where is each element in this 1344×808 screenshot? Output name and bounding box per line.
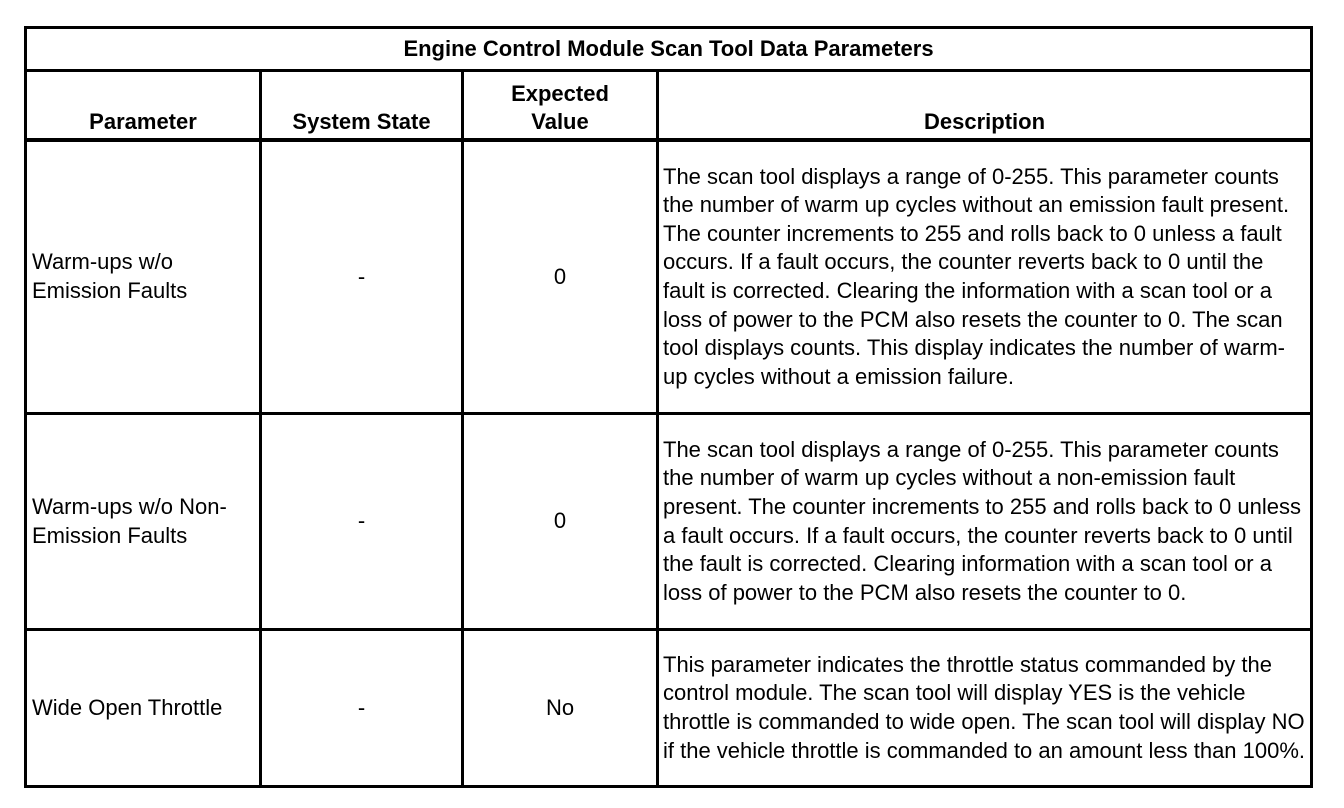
system-state-cell: - xyxy=(261,414,463,630)
parameter-line2: Emission Faults xyxy=(32,522,188,548)
expected-value-cell: 0 xyxy=(463,140,658,414)
parameter-cell xyxy=(26,414,261,630)
table-title-row xyxy=(26,28,1312,71)
system-state-cell: - xyxy=(261,140,463,414)
header-expected-value xyxy=(463,71,658,141)
parameter-line1: Warm-ups w/o Non- xyxy=(32,493,227,519)
table-row xyxy=(26,630,1312,787)
table-row xyxy=(26,140,1312,414)
header-system-state: System State xyxy=(261,71,463,141)
table-header-row xyxy=(26,71,1312,141)
parameter-line1: Warm-ups w/o xyxy=(32,249,173,275)
parameter-cell: Wide Open Throttle xyxy=(26,630,261,787)
description-cell: This parameter indicates the throttle status commanded by the control module. The scan tool will display YES is the vehicle throttle is commanded to wide open. The scan tool will display NO if the vehicle throttle is commanded to an amount less than 100%. xyxy=(658,630,1312,787)
parameter-line2: Emission Faults xyxy=(32,278,188,303)
expected-value-cell: 0 xyxy=(463,414,658,630)
table-row xyxy=(26,414,1312,630)
table-title: Engine Control Module Scan Tool Data Parameters xyxy=(26,28,1312,71)
description-cell: The scan tool displays a range of 0-255. This parameter counts the number of warm up cycles without a non-emission fault present. The counter increments to 255 and rolls back to 0 unless a fault occurs. If a fault occurs, the counter reverts back to 0 until the fault is corrected. Clearing information with a scan tool or a loss of power to the PCM also resets the counter to 0. xyxy=(658,414,1312,630)
scan-tool-data-table xyxy=(24,26,1313,788)
system-state-cell: - xyxy=(261,630,463,787)
header-description: Description xyxy=(658,71,1312,141)
header-expected-value-line1: Expected xyxy=(511,81,609,106)
description-cell: The scan tool displays a range of 0-255. This parameter counts the number of warm up cycles without an emission fault present. The counter increments to 255 and rolls back to 0 unless a fault occurs. If a fault occurs, the counter reverts back to 0 until the fault is corrected. Clearing the information with a scan tool or a loss of power to the PCM also resets the counter to 0. The scan tool displays counts. This display indicates the number of warm-up cycles without a emission failure. xyxy=(658,140,1312,414)
header-parameter: Parameter xyxy=(26,71,261,141)
parameter-cell xyxy=(26,140,261,414)
header-expected-value-line2: Value xyxy=(531,109,589,134)
expected-value-cell: No xyxy=(463,630,658,787)
